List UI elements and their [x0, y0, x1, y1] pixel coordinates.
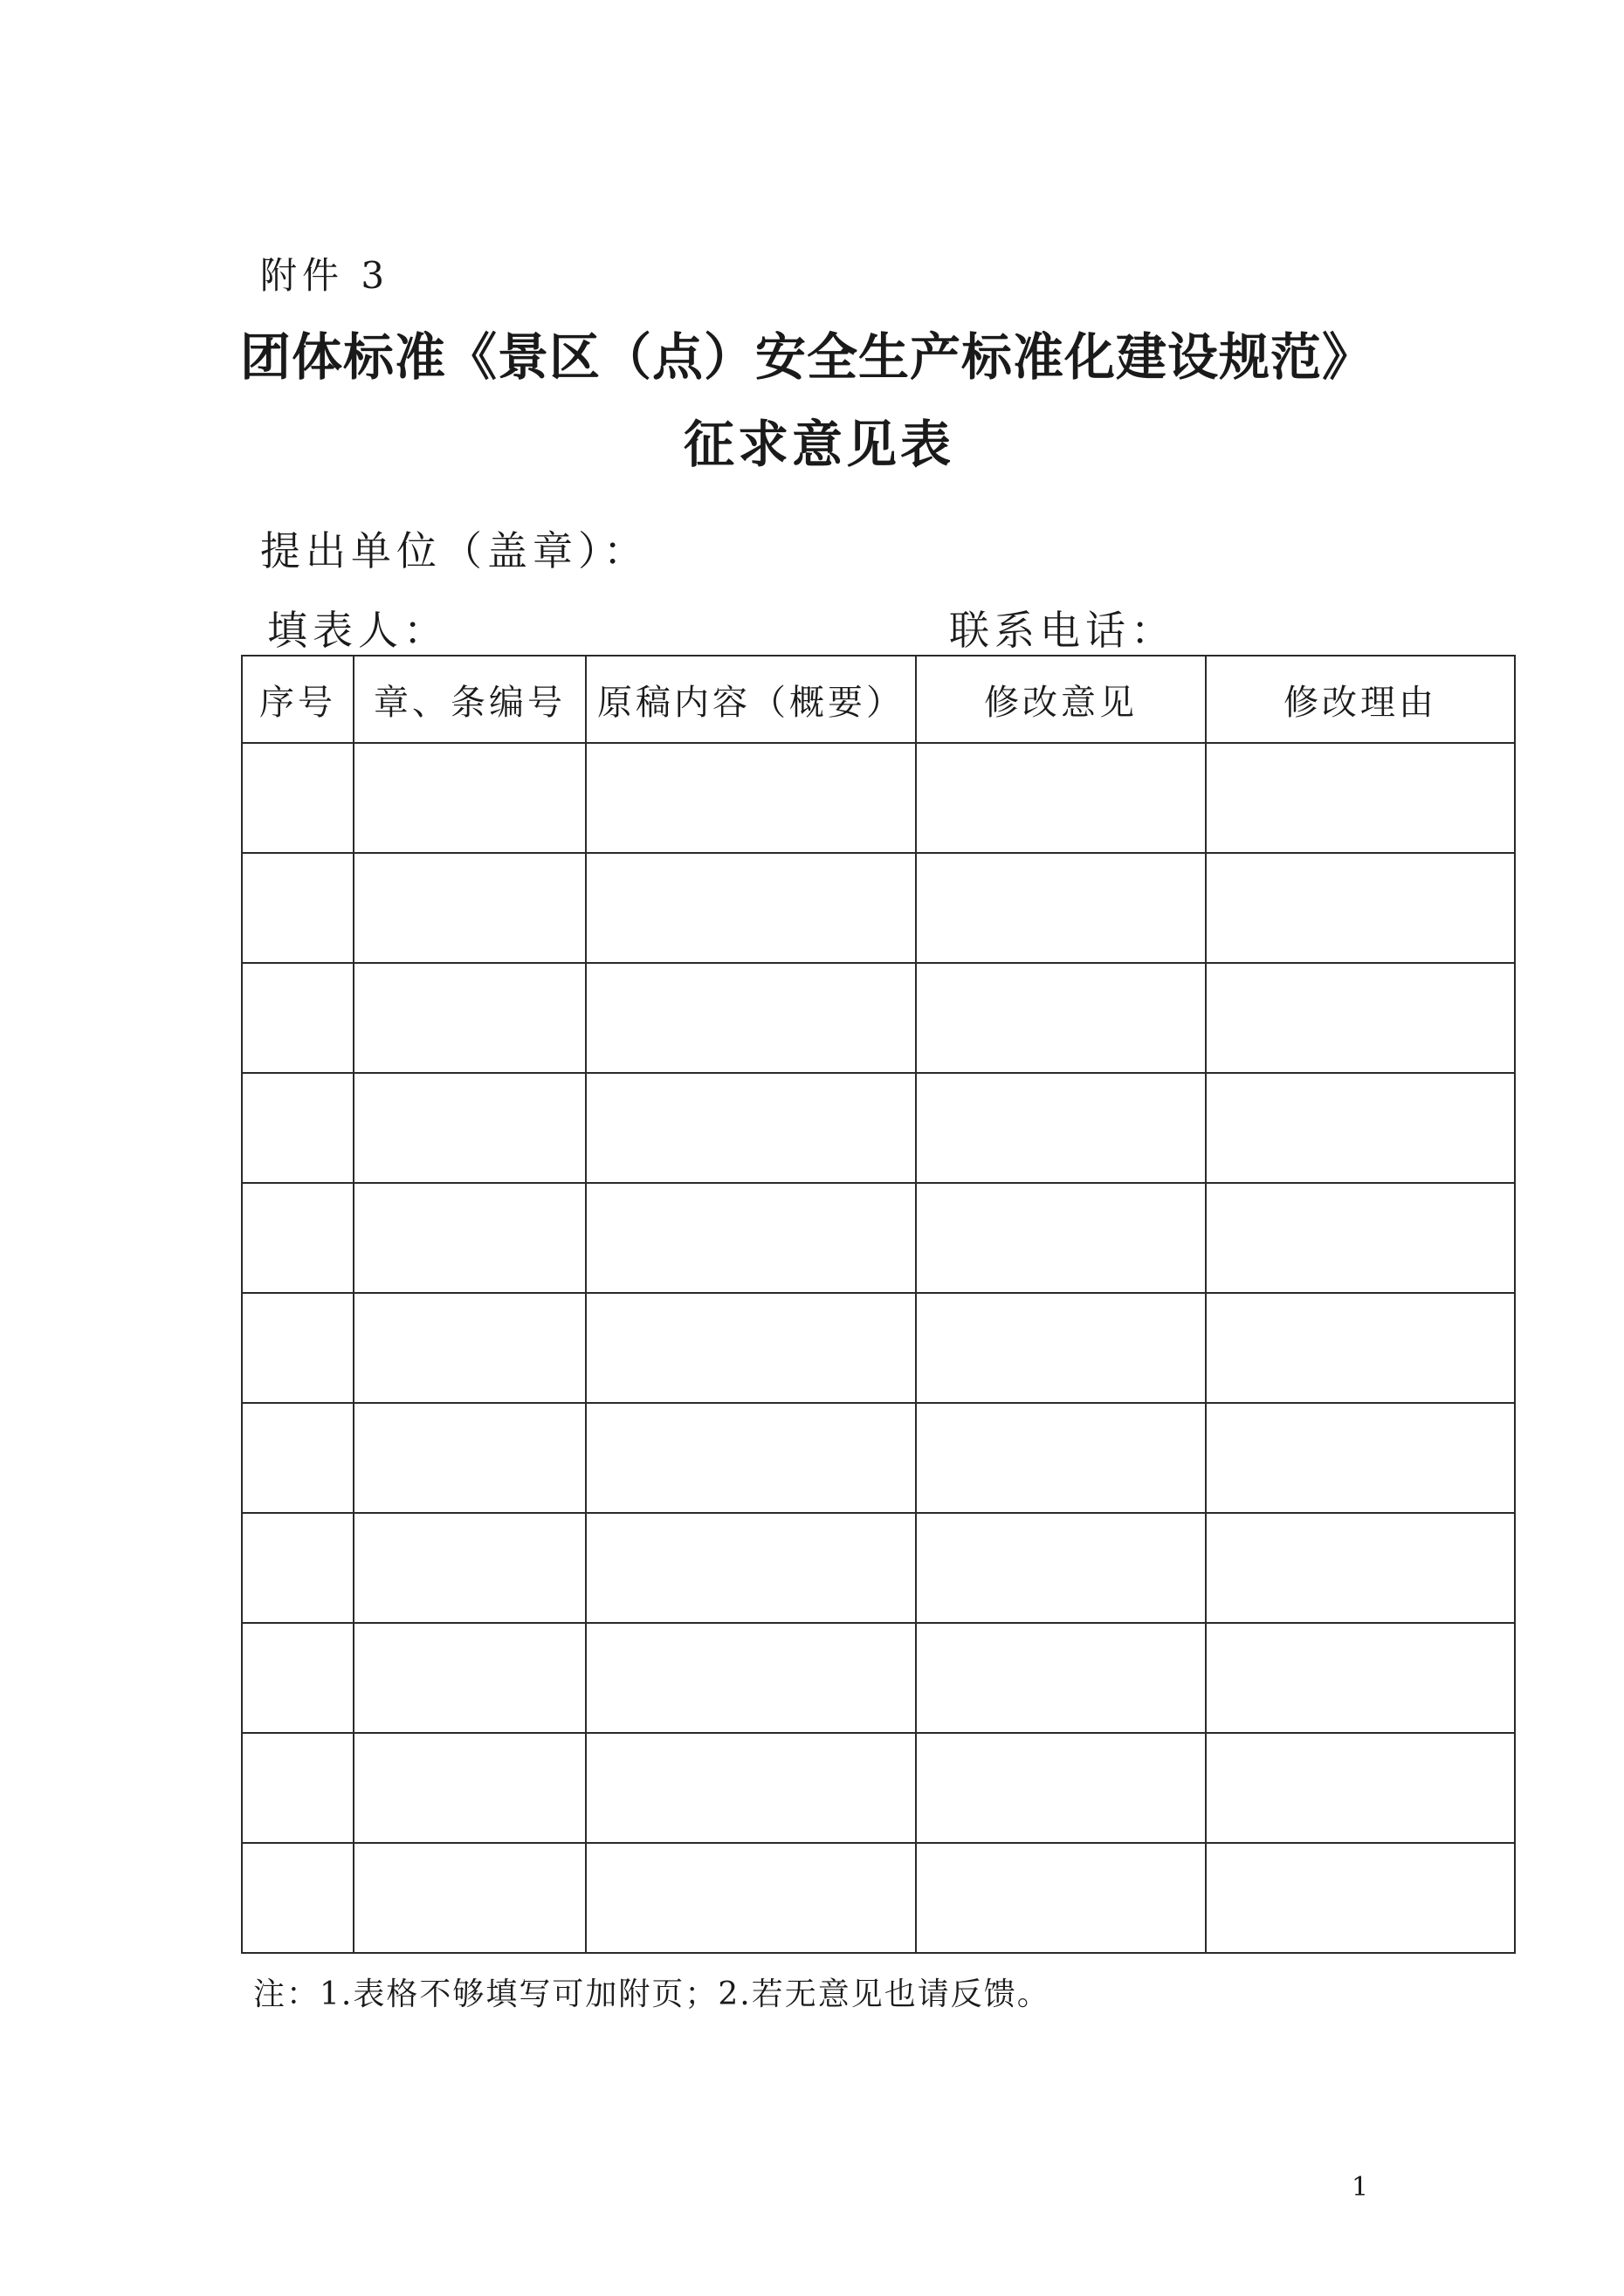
table-row	[242, 1733, 1515, 1843]
cell-modification-reason	[1206, 853, 1515, 963]
cell-serial-number	[242, 1733, 354, 1843]
cell-clause-number	[354, 1513, 586, 1623]
cell-modification-opinion	[916, 853, 1206, 963]
table-row	[242, 1183, 1515, 1293]
cell-modification-reason	[1206, 1623, 1515, 1733]
cell-serial-number	[242, 1513, 354, 1623]
table-row	[242, 1403, 1515, 1513]
cell-modification-opinion	[916, 1623, 1206, 1733]
phone-label: 联系电话：	[949, 607, 1176, 654]
cell-modification-opinion	[916, 1403, 1206, 1513]
footnote: 注：1.表格不够填写可加附页；2.若无意见也请反馈。	[253, 1976, 1050, 2012]
cell-modification-reason	[1206, 963, 1515, 1073]
cell-clause-number	[354, 963, 586, 1073]
cell-modification-opinion	[916, 1073, 1206, 1183]
cell-original-content	[586, 1513, 916, 1623]
document-subtitle: 征求意见表	[683, 415, 954, 474]
document-title: 团体标准《景区（点）安全生产标准化建设规范》	[239, 327, 1373, 387]
cell-modification-opinion	[916, 1733, 1206, 1843]
cell-serial-number	[242, 853, 354, 963]
cell-modification-opinion	[916, 743, 1206, 853]
cell-clause-number	[354, 1293, 586, 1403]
table-row	[242, 963, 1515, 1073]
cell-original-content	[586, 1073, 916, 1183]
table-row	[242, 1623, 1515, 1733]
cell-modification-reason	[1206, 1293, 1515, 1403]
cell-serial-number	[242, 1073, 354, 1183]
cell-original-content	[586, 1293, 916, 1403]
table-row	[242, 853, 1515, 963]
cell-modification-opinion	[916, 1293, 1206, 1403]
table-row	[242, 1513, 1515, 1623]
table-row	[242, 1073, 1515, 1183]
cell-clause-number	[354, 1183, 586, 1293]
cell-original-content	[586, 963, 916, 1073]
cell-modification-reason	[1206, 1843, 1515, 1953]
table-body	[242, 743, 1515, 1953]
cell-original-content	[586, 1843, 916, 1953]
cell-clause-number	[354, 1403, 586, 1513]
header-serial-number: 序号	[242, 656, 354, 743]
cell-clause-number	[354, 743, 586, 853]
cell-modification-opinion	[916, 1843, 1206, 1953]
table-row	[242, 1293, 1515, 1403]
cell-clause-number	[354, 853, 586, 963]
header-modification-opinion: 修改意见	[916, 656, 1206, 743]
table-row	[242, 1843, 1515, 1953]
cell-original-content	[586, 1183, 916, 1293]
cell-serial-number	[242, 1623, 354, 1733]
cell-serial-number	[242, 743, 354, 853]
opinion-table	[241, 655, 1516, 1954]
table-row	[242, 743, 1515, 853]
header-clause-number: 章、条编号	[354, 656, 586, 743]
cell-modification-opinion	[916, 1513, 1206, 1623]
header-original-content: 原稿内容（概要）	[586, 656, 916, 743]
cell-modification-reason	[1206, 1733, 1515, 1843]
cell-modification-reason	[1206, 1073, 1515, 1183]
cell-modification-reason	[1206, 743, 1515, 853]
header-modification-reason: 修改理由	[1206, 656, 1515, 743]
cell-clause-number	[354, 1073, 586, 1183]
cell-serial-number	[242, 1183, 354, 1293]
cell-modification-reason	[1206, 1513, 1515, 1623]
cell-clause-number	[354, 1843, 586, 1953]
cell-original-content	[586, 743, 916, 853]
page-number: 1	[1352, 2172, 1369, 2203]
cell-original-content	[586, 1403, 916, 1513]
cell-modification-opinion	[916, 963, 1206, 1073]
cell-serial-number	[242, 1403, 354, 1513]
filled-by-label: 填表人：	[267, 607, 449, 654]
cell-serial-number	[242, 1843, 354, 1953]
cell-original-content	[586, 1623, 916, 1733]
cell-modification-opinion	[916, 1183, 1206, 1293]
cell-original-content	[586, 1733, 916, 1843]
submitting-unit-label: 提出单位（盖章）：	[260, 527, 649, 574]
cell-serial-number	[242, 1293, 354, 1403]
cell-original-content	[586, 853, 916, 963]
table-header-row	[242, 656, 1515, 743]
cell-clause-number	[354, 1733, 586, 1843]
cell-modification-reason	[1206, 1183, 1515, 1293]
cell-clause-number	[354, 1623, 586, 1733]
cell-modification-reason	[1206, 1403, 1515, 1513]
attachment-label: 附件 3	[260, 254, 390, 297]
cell-serial-number	[242, 963, 354, 1073]
